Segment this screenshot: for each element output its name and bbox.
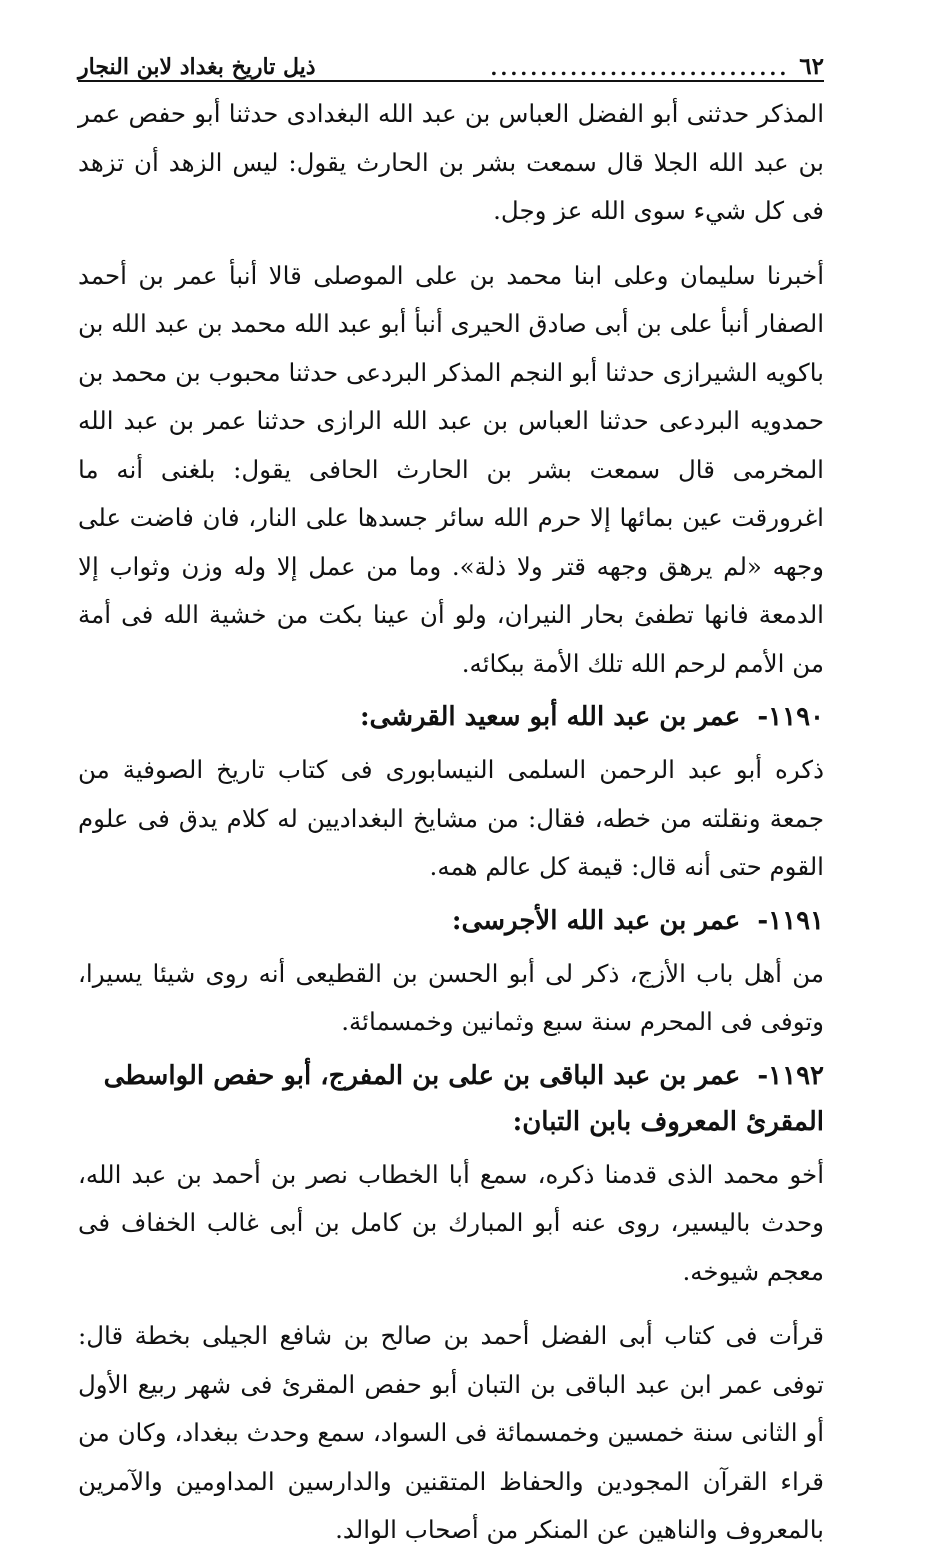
book-title: ذيل تاريخ بغداد لابن النجار [78,54,316,80]
entry-1190-title: عمر بن عبد الله أبو سعيد القرشى: [359,702,741,732]
running-header [78,30,824,82]
entry-1191-paragraph: من أهل باب الأزج، ذكر لى أبو الحسن بن القطيعى أنه روى شيئا يسيرا، وتوفى فى المحرم سنة سبع وثمانين وخمسمائة. [78,958,824,1036]
page-number: ٦٢ [799,53,824,80]
entry-1192-paragraph-2: قرأت فى كتاب أبى الفضل أحمد بن صالح بن شافع الجيلى بخطة قال: توفى عمر ابن عبد الباقى بن التبان أبو حفص المقرئ فى شهر ربيع الأول أو الثانى سنة خمسين وخمسمائة فى السواد، سمع وحدث ببغداد، وكان من قراء القرآن المجودين والحفاظ المتقنين والدارسين المداومين والآمرين بالمعروف والناهين عن المنكر من أصحاب الوالد. [78,1321,824,1544]
paragraph-1: المذكر حدثنى أبو الفضل العباس بن عبد الله البغدادى حدثنا أبو حفص عمر بن عبد الله الجلا قال سمعت بشر بن الحارث يقول: ليس الزهد أن تزهد فى كل شيء سوى الله عز وجل. [78,99,824,225]
header-dots: .............................. [490,56,790,80]
entry-1190-number: ١١٩٠- [757,702,824,732]
entry-1191-number: ١١٩١- [757,905,824,936]
header-right [490,53,824,80]
entry-1190-paragraph: ذكره أبو عبد الرحمن السلمى النيسابورى فى كتاب تاريخ الصوفية من جمعة ونقلته من خطه، فقال: من مشايخ البغداديين له كلام يدق فى علوم القوم حتى أنه قال: قيمة كل عالم همه. [78,755,824,881]
entry-1192-number: ١١٩٢- [757,1060,824,1091]
paragraph-2: أخبرنا سليمان وعلى ابنا محمد بن على الموصلى قالا أنبأ عمر بن أحمد الصفار أنبأ على بن أبى صادق الحيرى أنبأ أبو عبد الله محمد بن عبد الله بن باكويه الشيرازى حدثنا أبو النجم المذكر البردعى حدثنا محبوب بن محمد بن حمدويه البردعى حدثنا العباس بن عبد الله الرازى حدثنا عمر بن عبد الله المخرمى قال سمعت بشر بن الحارث الحافى يقول: بلغنى أنه ما اغرورقت عين بمائها إلا حرم الله سائر جسدها على النار، فان فاضت على وجهه «لم يرهق وجهه قتر ولا ذلة». وما من عمل إلا وله وزن وثواب إلا الدمعة فانها تطفئ بحار النيران، ولو أن عينا بكت من خشية الله فى أمة من الأمم لرحم الله تلك الأمة ببكائه. [78,260,824,678]
entry-1191-heading [78,898,824,944]
entry-1190-heading [78,694,824,740]
entry-1192-heading [78,1053,824,1145]
entry-1192-paragraph-1: أخو محمد الذى قدمنا ذكره، سمع أبا الخطاب نصر بن أحمد بن عبد الله، وحدث باليسير، روى عنه أبو المبارك بن كامل بن أبى غالب الخفاف فى معجم شيوخه. [78,1159,824,1286]
entry-1191-title: عمر بن عبد الله الأجرسى: [451,905,741,936]
entry-1192-title: عمر بن عبد الباقى بن على بن المفرج، أبو حفص الواسطى المقرئ المعروف بابن التبان: [103,1060,824,1137]
